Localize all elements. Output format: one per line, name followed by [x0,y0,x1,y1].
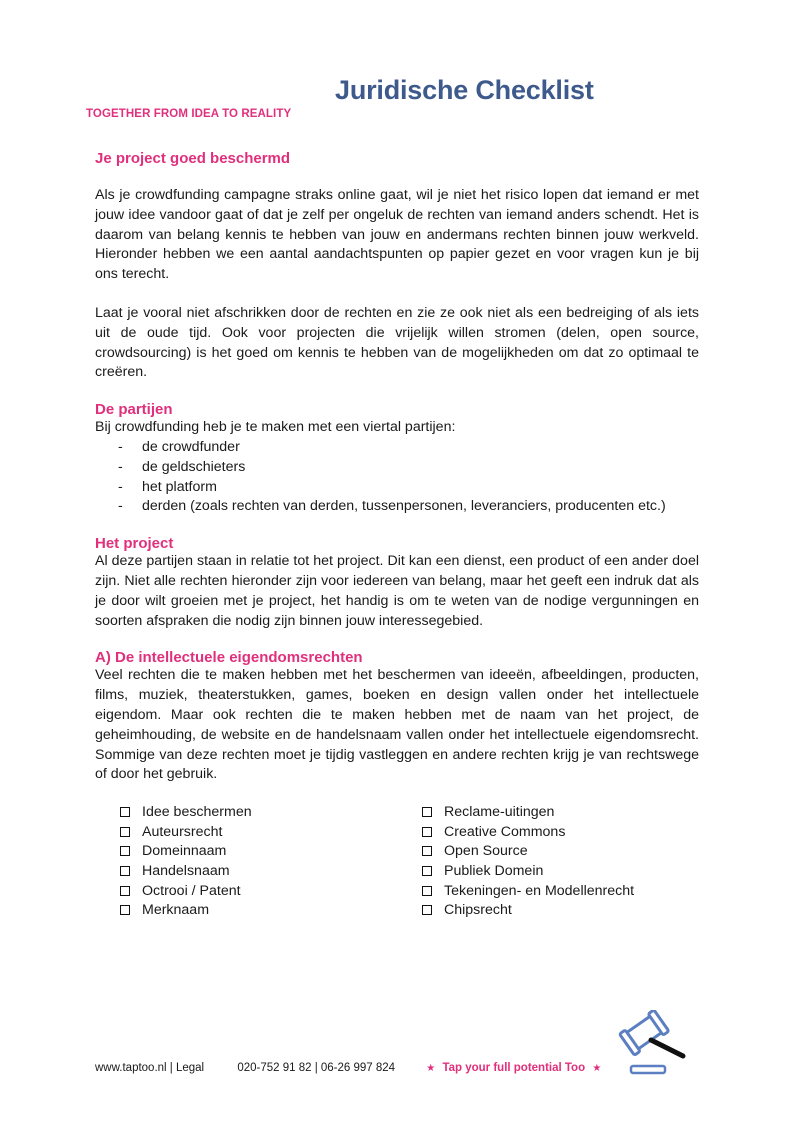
intro-paragraph-2: Laat je vooral niet afschrikken door de rechten en zie ze ook niet als een bedreiging of als iets uit de oude tijd. Ook voor projecten die vrijelijk willen stromen (delen, open source, crowdsourcing) is het goed om kennis te hebben van de mogelijkheden om dat zo optimaal te creëren. [95,304,699,381]
section-heading-ip: A) De intellectuele eigendomsrechten [95,649,363,667]
logo-wordmark: TAPTOO [86,39,337,111]
checkbox-icon[interactable] [422,905,432,915]
list-item: - het platform [95,478,699,498]
checklist-item[interactable]: Octrooi / Patent [95,881,397,901]
checklist-item[interactable]: Chipsrecht [397,901,699,921]
checkbox-icon[interactable] [120,807,130,817]
checklist-item[interactable]: Open Source [397,842,699,862]
checkbox-icon[interactable] [422,866,432,876]
checkbox-icon[interactable] [422,886,432,896]
checklist-item[interactable]: Auteursrecht [95,822,397,842]
checklist-column-left [95,802,397,920]
gavel-icon [617,1010,689,1076]
bullet-dash: - [118,438,123,455]
section-project [95,535,699,631]
bullet-dash: - [118,478,123,495]
list-item: - de geldschieters [95,458,699,478]
checklist-item[interactable]: Handelsnaam [95,861,397,881]
checklist-item[interactable]: Merknaam [95,901,397,921]
checkbox-icon[interactable] [120,886,130,896]
project-paragraph: Al deze partijen staan in relatie tot het project. Dit kan een dienst, een product of een ander doel zijn. Niet alle rechten hieronder zijn voor iedereen van belang, maar het geeft een indruk dat als je door wilt groeien met je project, het handig is om te weten van de nodige vergunningen en soorten afspraken die nodig zijn binnen jouw interessegebied. [95,553,699,629]
checklist-item[interactable]: Publiek Domein [397,861,699,881]
checkbox-icon[interactable] [422,827,432,837]
section-protected [95,150,699,383]
section-parties [95,401,699,517]
footer-phones: 020-752 91 82 | 06-26 997 824 [237,1062,396,1074]
star-icon: ★ [592,1063,602,1074]
bullet-dash: - [118,498,123,515]
section-heading-parties: De partijen [95,401,173,419]
checklist-column-right [397,802,699,920]
section-heading-protected: Je project goed beschermd [95,150,291,167]
rights-checklist [95,802,699,920]
logo-tagline: TOGETHER FROM IDEA TO REALITY [86,108,292,120]
intro-paragraph-1: Als je crowdfunding campagne straks online gaat, wil je niet het risico lopen dat iemand er met jouw idee vandoor gaat of dat je zelf per ongeluk de rechten van iemand anders schendt. Het is daarom van belang kennis te hebben van jouw en andermans rechten binnen jouw werkveld. Hieronder hebben we een aantal aandachtspunten op papier gezet en voor vragen kun je bij ons terecht. [95,187,699,283]
list-item: - derden (zoals rechten van derden, tussenpersonen, leveranciers, producenten etc.) [95,497,699,517]
checklist-item[interactable]: Idee beschermen [95,802,397,822]
checkbox-icon[interactable] [120,866,130,876]
page-title: Juridische Checklist [335,75,594,105]
checkbox-icon[interactable] [120,905,130,915]
section-ip [95,649,699,920]
checklist-item[interactable]: Reclame-uitingen [397,802,699,822]
checklist-item[interactable]: Domeinnaam [95,842,397,862]
footer-slogan: Tap your full potential Too [442,1062,586,1074]
checkbox-icon[interactable] [422,807,432,817]
page-footer [95,1062,601,1074]
parties-list [95,438,699,517]
star-icon: ★ [426,1063,436,1074]
footer-slogan-group [426,1062,601,1074]
footer-website[interactable]: www.taptoo.nl | Legal [95,1062,205,1074]
checklist-item[interactable]: Creative Commons [397,822,699,842]
bullet-dash: - [118,458,123,475]
section-heading-project: Het project [95,535,174,553]
document-body [95,150,699,920]
ip-paragraph: Veel rechten die te maken hebben met het beschermen van ideeën, afbeeldingen, producten, films, muziek, theaterstukken, games, boeken en design vallen onder het intellectuele eigendom. Maar ook rechten die te maken hebben met de naam van het project, de geheimhouding, de website en de handelsnaam vallen onder het intellectuele eigendomsrecht. Sommige van deze rechten moet je tijdig vastleggen en andere rechten krijg je van rechtswege of door het gebruik. [95,667,699,783]
checkbox-icon[interactable] [120,846,130,856]
list-item: - de crowdfunder [95,438,699,458]
checkbox-icon[interactable] [422,846,432,856]
checkbox-icon[interactable] [120,827,130,837]
checklist-item[interactable]: Tekeningen- en Modellenrecht [397,881,699,901]
parties-intro: Bij crowdfunding heb je te maken met een viertal partijen: [95,419,456,436]
taptoo-logo [86,39,337,120]
